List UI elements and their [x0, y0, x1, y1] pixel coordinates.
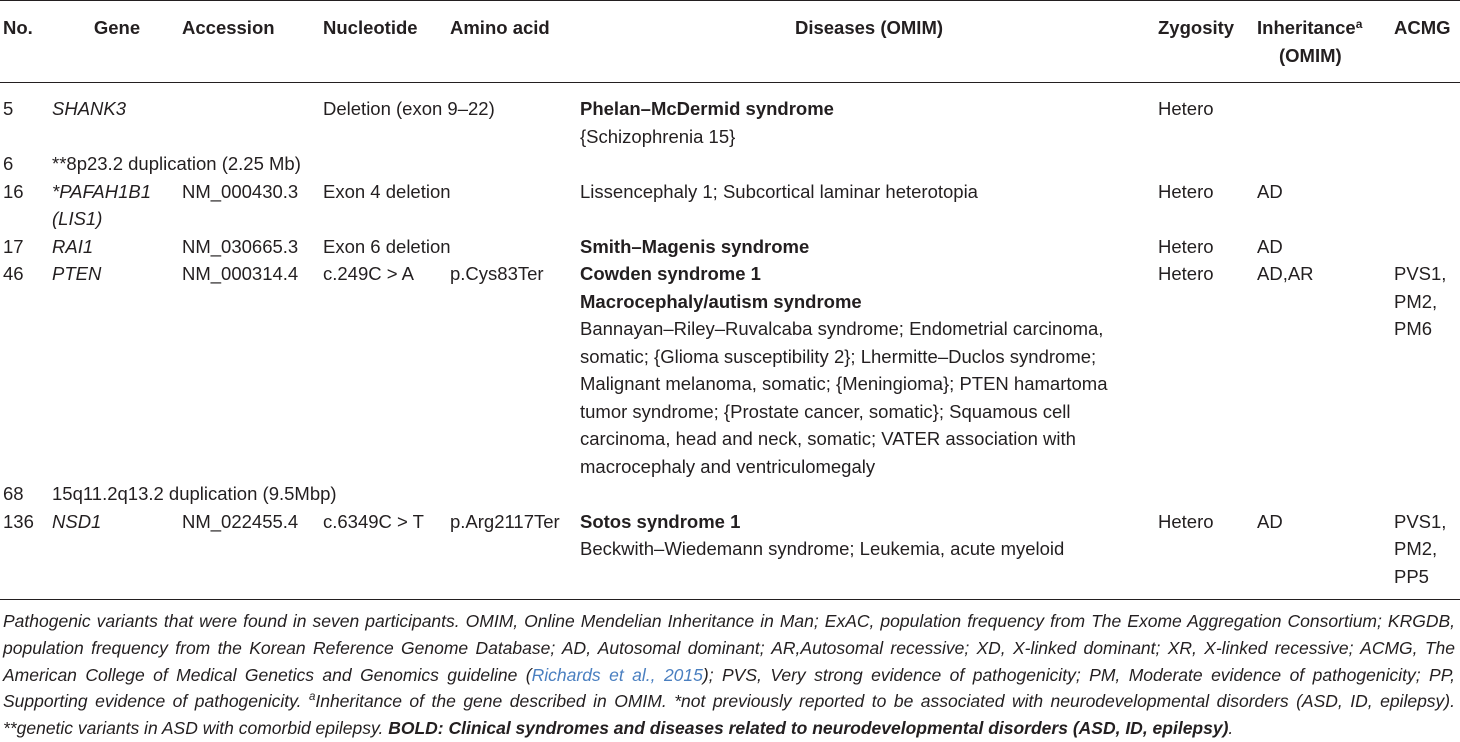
cell-no: 5 [3, 98, 14, 119]
header-diseases: Diseases (OMIM) [794, 17, 944, 38]
cell-inheritance: AD,AR [1257, 263, 1314, 284]
cell-amino-acid: p.Cys83Ter [450, 263, 544, 284]
header-zygosity: Zygosity [1158, 17, 1235, 38]
disease-plain: {Schizophrenia 15} [580, 125, 736, 147]
cell-gene: RAI1 [52, 235, 94, 257]
cell-diseases [580, 178, 1158, 233]
cell-no: 17 [3, 235, 24, 257]
cell-nucleotide: Deletion (exon 9–22) [323, 98, 495, 119]
cell-gene: SHANK3 [52, 98, 127, 119]
footnote-end: . [1228, 718, 1234, 739]
cell-acmg [1394, 233, 1460, 261]
cell-accession: NM_022455.4 [182, 510, 299, 532]
cell-amino-acid: p.Arg2117Ter [450, 510, 560, 532]
footnote-text: ); PVS, Very strong evidence of pathogenicity; PM, Moderate evidence of pathogenicity; PP, Supporting evidence of pathogenicity. [3, 664, 1455, 712]
cell-nucleotide: Exon 4 deletion [323, 180, 451, 202]
cell-diseases [580, 260, 1158, 480]
cell-inheritance: AD [1257, 510, 1283, 532]
footnote-sup: a [308, 691, 316, 704]
table-row [0, 150, 1460, 178]
cell-gene: PTEN [52, 263, 102, 284]
cell-zygosity: Hetero [1158, 263, 1214, 284]
disease-bold: Macrocephaly/autism syndrome [580, 290, 862, 312]
header-acmg: ACMG [1394, 17, 1451, 38]
cell-zygosity: Hetero [1158, 235, 1214, 257]
cell-diseases [580, 233, 1158, 261]
cell-zygosity: Hetero [1158, 180, 1214, 202]
disease-bold: Cowden syndrome 1 [580, 263, 761, 284]
cell-gene: *PAFAH1B1 (LIS1) [52, 180, 152, 229]
cell-diseases [580, 508, 1158, 600]
table-row [0, 233, 1460, 261]
footnote-text: Inheritance of the gene described in OMIM. *not previously reported to be associated with neurodevelopmental disorders (ASD, ID, epilepsy). **genetic variants in ASD with comorbid epilepsy. [3, 691, 1455, 739]
header-inheritance-label: Inheritance [1257, 17, 1356, 38]
disease-plain: Lissencephaly 1; Subcortical laminar heterotopia [580, 180, 978, 202]
header-inheritance [1257, 1, 1394, 83]
cell-span-text: 15q11.2q13.2 duplication (9.5Mbp) [52, 483, 337, 504]
cell-inheritance [1257, 83, 1394, 151]
table-row [0, 83, 1460, 151]
cell-inheritance: AD [1257, 180, 1283, 202]
cell-no: 68 [3, 483, 24, 504]
footnote-text: Pathogenic variants that were found in seven participants. OMIM, Online Mendelian Inheritance in Man; ExAC, population frequency from The Exome Aggregation Consortium; KRGDB, population frequency from the Korean Reference Genome Database; AD, Autosomal dominant; AR,Autosomal recessive; XD, X-linked dominant; XR, X-linked recessive; ACMG, The American College of Medical Genetics and Genomics guideline ( [3, 611, 1455, 685]
disease-bold: Phelan–McDermid syndrome [580, 98, 834, 119]
cell-diseases [580, 83, 1158, 151]
table-row [0, 508, 1460, 600]
cell-acmg [1394, 83, 1460, 151]
disease-plain: Beckwith–Wiedemann syndrome; Leukemia, acute myeloid [580, 538, 1065, 559]
disease-plain: Bannayan–Riley–Ruvalcaba syndrome; Endometrial carcinoma, somatic; {Glioma susceptibility 2}; Lhermitte–Duclos syndrome; Malignant melanoma, somatic; {Meningioma}; PTEN hamartoma tumor syndrome; {Prostate cancer, somatic}; Squamous cell carcinoma, head and neck, somatic; VATER association with macrocephaly and ventriculomegaly [580, 318, 1108, 477]
table-row [0, 178, 1460, 233]
cell-no: 46 [3, 263, 24, 284]
cell-no: 6 [3, 153, 14, 174]
cell-nucleotide: c.6349C > T [323, 510, 424, 532]
cell-zygosity: Hetero [1158, 98, 1214, 119]
cell-no: 136 [3, 510, 34, 532]
cell-accession [182, 83, 323, 151]
cell-accession: NM_030665.3 [182, 235, 299, 257]
header-no: No. [3, 17, 33, 38]
table-row [0, 260, 1460, 480]
cell-accession: NM_000314.4 [182, 263, 299, 284]
table-header-row [0, 1, 1460, 83]
cell-gene: NSD1 [52, 510, 102, 532]
cell-acmg: PVS1, PM2, PP5 [1394, 510, 1447, 587]
cell-acmg [1394, 178, 1460, 233]
header-inheritance-omim: (OMIM) [1279, 45, 1342, 66]
header-accession: Accession [182, 17, 275, 38]
header-inheritance-sup: a [1355, 17, 1363, 31]
cell-nucleotide: c.249C > A [323, 263, 415, 284]
cell-accession: NM_000430.3 [182, 180, 299, 202]
header-gene: Gene [93, 17, 141, 38]
disease-bold: Sotos syndrome 1 [580, 510, 741, 532]
table-footnote [0, 600, 1455, 742]
header-amino-acid: Amino acid [450, 17, 550, 38]
disease-bold: Smith–Magenis syndrome [580, 235, 810, 257]
table-row [0, 480, 1460, 508]
cell-inheritance: AD [1257, 235, 1283, 257]
citation-link[interactable]: Richards et al., 2015 [531, 664, 703, 685]
cell-span-text: **8p23.2 duplication (2.25 Mb) [52, 153, 301, 174]
footnote-bold: BOLD: Clinical syndromes and diseases related to neurodevelopmental disorders (ASD, ID, epilepsy) [388, 718, 1229, 739]
header-nucleotide: Nucleotide [323, 17, 418, 38]
cell-zygosity: Hetero [1158, 510, 1214, 532]
cell-nucleotide: Exon 6 deletion [323, 235, 451, 257]
cell-acmg: PVS1, PM2, PM6 [1394, 263, 1447, 339]
cell-no: 16 [3, 180, 24, 202]
